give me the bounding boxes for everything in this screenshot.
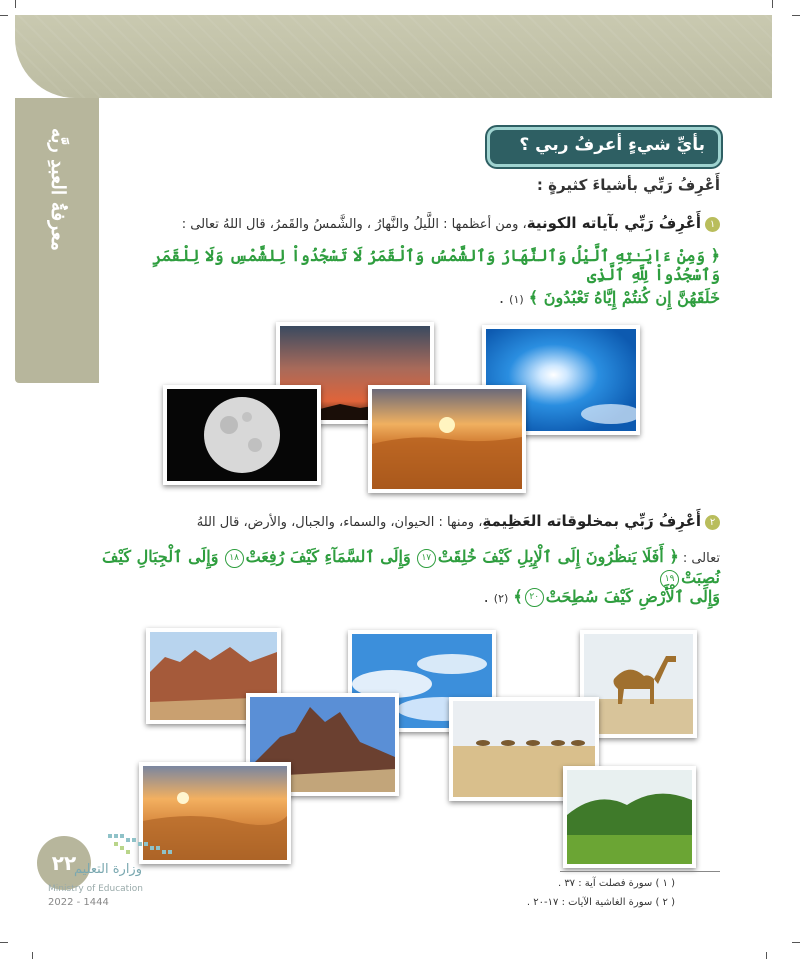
quran-verse-line: خَلَقَهُنَّ إِن كُنتُمْ إِيَّاهُ تَعْبُدُونَ ﴾ (١) . bbox=[499, 288, 720, 307]
footnote: ( ١ ) سورة فصلت آية : ٣٧ . bbox=[557, 878, 675, 889]
header-band bbox=[15, 15, 772, 98]
ministry-name-en: Ministry of Education bbox=[48, 884, 143, 894]
page-number: ٢٢ bbox=[51, 851, 77, 875]
quran-verse-text: وَإِلَى ٱلسَّمَآءِ كَيْفَ رُفِعَتْ bbox=[245, 547, 411, 566]
item-number-badge: ١ bbox=[705, 217, 720, 232]
footnote-ref: (١) bbox=[509, 293, 524, 306]
ayah-number: ١٨ bbox=[225, 549, 244, 568]
item2-lead: أَعْرِفُ رَبِّي بمخلوقاته العَظِيمةِ bbox=[482, 512, 701, 530]
item2-line bbox=[100, 512, 720, 530]
footnote-divider bbox=[560, 871, 720, 872]
desert-sun-photo bbox=[368, 385, 526, 493]
quran-verse-text: خَلَقَهُنَّ إِن كُنتُمْ إِيَّاهُ تَعْبُدُونَ ﴾ bbox=[528, 288, 720, 307]
section-heading: بأيِّ شيءٍ أعرفُ ربي ؟ bbox=[519, 135, 705, 155]
footnote: ( ٢ ) سورة الغاشية الآيات : ١٧-٢٠ . bbox=[526, 897, 675, 908]
ayah-number: ٢٠ bbox=[525, 588, 544, 607]
item1-rest: ، ومن أعظمها : اللَّيلُ والنَّهارُ ، والشَّمسُ والقَمرُ، قال اللهُ تعالى : bbox=[181, 217, 527, 232]
footnote-ref: (٢) bbox=[493, 592, 509, 605]
quran-verse-line: ﴿ وَمِنْ ءَايَـٰتِهِ ٱلَّيْلُ وَٱلنَّهَارُ وَٱلشَّمْسُ وَٱلْقَمَرُ لَا تَسْجُدُواْ لِلشَّمْسِ وَلَا لِلْقَمَرِ وَٱسْجُدُواْ لِلَّهِ ٱلَّذِى bbox=[152, 246, 720, 284]
palm-trees-photo bbox=[563, 766, 696, 868]
item1-lead: أَعْرِفُ رَبِّي بآياته الكونية bbox=[526, 214, 701, 232]
item-number-badge: ٢ bbox=[705, 515, 720, 530]
ayah-number: ١٧ bbox=[417, 549, 436, 568]
item2-rest: ، ومنها : الحيوان، والسماء، والجبال، والأرض، قال اللهُ bbox=[196, 515, 483, 530]
item2-line2-prefix: تعالى : bbox=[682, 551, 720, 566]
ayah-number: ١٩ bbox=[660, 570, 679, 589]
ministry-name-ar: وزارة التعليم bbox=[73, 862, 142, 877]
quran-verse-line bbox=[100, 547, 720, 589]
ministry-logo bbox=[98, 828, 183, 860]
item1-line bbox=[100, 214, 720, 232]
full-moon-photo bbox=[163, 385, 321, 485]
edition-year: 2022 - 1444 bbox=[48, 897, 109, 908]
quran-verse-text: وَإِلَى ٱلْأَرْضِ كَيْفَ سُطِحَتْ bbox=[545, 587, 720, 606]
intro-line: أَعْرِفُ رَبِّي بأشياءَ كثيرةٍ : bbox=[536, 176, 720, 194]
quran-verse-text: وَإِلَى ٱلْجِبَالِ كَيْفَ نُصِبَتْ bbox=[102, 547, 720, 587]
quran-verse-line: وَإِلَى ٱلْأَرْضِ كَيْفَ سُطِحَتْ٢٠﴾ (٢) . bbox=[483, 587, 720, 606]
quran-verse-text: ﴿ أَفَلَا يَنظُرُونَ إِلَى ٱلْإِبِلِ كَيْفَ خُلِقَتْ bbox=[437, 547, 679, 566]
quran-close-bracket: ﴾ bbox=[513, 587, 523, 606]
chapter-title: معرفةُ العبدِ ربَّه bbox=[47, 127, 69, 251]
